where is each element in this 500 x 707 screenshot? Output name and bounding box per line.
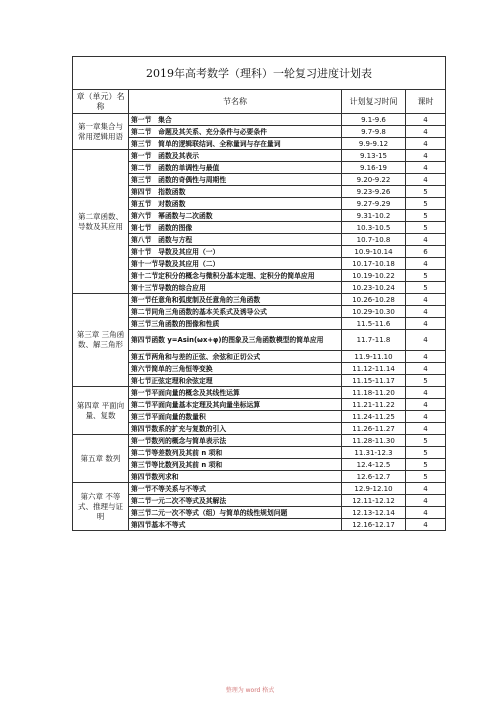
review-date: 11.28-11.30 bbox=[342, 435, 406, 447]
review-date: 10.7-10.8 bbox=[342, 234, 406, 246]
table-row bbox=[73, 399, 446, 411]
class-hours: 5 bbox=[406, 270, 446, 282]
section-name: 第四节基本不等式 bbox=[129, 519, 342, 531]
table-row bbox=[73, 162, 446, 174]
table-row bbox=[73, 363, 446, 375]
section-name: 第三节平面向量的数量积 bbox=[129, 411, 342, 423]
review-date: 9.7-9.8 bbox=[342, 126, 406, 138]
review-date: 9.1-9.6 bbox=[342, 114, 406, 126]
table-row bbox=[73, 222, 446, 234]
class-hours: 5 bbox=[406, 222, 446, 234]
table-row bbox=[73, 234, 446, 246]
review-date: 9.13-15 bbox=[342, 150, 406, 162]
table-row bbox=[73, 435, 446, 447]
table-row bbox=[73, 282, 446, 294]
class-hours: 4 bbox=[406, 294, 446, 306]
section-name: 第二节一元二次不等式及其解法 bbox=[129, 495, 342, 507]
header-hours: 课时 bbox=[406, 90, 446, 114]
review-date: 10.19-10.22 bbox=[342, 270, 406, 282]
class-hours: 4 bbox=[406, 114, 446, 126]
schedule-table bbox=[72, 56, 446, 531]
class-hours: 4 bbox=[406, 507, 446, 519]
review-date: 10.23-10.24 bbox=[342, 282, 406, 294]
review-date: 9.20-9.22 bbox=[342, 174, 406, 186]
review-date: 11.5-11.6 bbox=[342, 318, 406, 330]
class-hours: 4 bbox=[406, 411, 446, 423]
class-hours: 4 bbox=[406, 138, 446, 150]
review-date: 11.18-11.20 bbox=[342, 387, 406, 399]
review-date: 9.16-19 bbox=[342, 162, 406, 174]
table-row bbox=[73, 294, 446, 306]
section-name: 第三节 函数的奇偶性与周期性 bbox=[129, 174, 342, 186]
section-name: 第三节等比数列及其前 n 项和 bbox=[129, 459, 342, 471]
class-hours: 4 bbox=[406, 483, 446, 495]
table-row bbox=[73, 519, 446, 531]
review-date: 10.26-10.28 bbox=[342, 294, 406, 306]
review-date: 11.26-11.27 bbox=[342, 423, 406, 435]
section-name: 第六节简单的三角恒等变换 bbox=[129, 363, 342, 375]
review-date: 11.7-11.8 bbox=[342, 330, 406, 351]
header-chapter: 章（单元）名称 bbox=[73, 90, 129, 114]
review-date: 11.15-11.17 bbox=[342, 375, 406, 387]
class-hours: 4 bbox=[406, 330, 446, 351]
section-name: 第十三节导数的综合应用 bbox=[129, 282, 342, 294]
chapter-name: 第一章集合与常用逻辑用语 bbox=[73, 114, 129, 150]
table-title: 2019年高考数学（理科）一轮复习进度计划表 bbox=[73, 57, 446, 90]
class-hours: 4 bbox=[406, 306, 446, 318]
review-date: 11.31-12.3 bbox=[342, 447, 406, 459]
class-hours: 4 bbox=[406, 174, 446, 186]
table-row bbox=[73, 495, 446, 507]
section-name: 第一节平面向量的概念及其线性运算 bbox=[129, 387, 342, 399]
chapter-name: 第三章 三角函数、解三角形 bbox=[73, 294, 129, 387]
table-row bbox=[73, 330, 446, 351]
review-date: 10.3-10.5 bbox=[342, 222, 406, 234]
review-date: 12.13-12.14 bbox=[342, 507, 406, 519]
class-hours: 6 bbox=[406, 246, 446, 258]
footer-note: 整理为 word 格式 bbox=[225, 687, 275, 694]
table-row bbox=[73, 150, 446, 162]
class-hours: 5 bbox=[406, 447, 446, 459]
table-row bbox=[73, 411, 446, 423]
table-row bbox=[73, 459, 446, 471]
chapter-name: 第五章 数列 bbox=[73, 435, 129, 483]
table-row bbox=[73, 471, 446, 483]
section-name: 第三节三角函数的图像和性质 bbox=[129, 318, 342, 330]
table-row bbox=[73, 306, 446, 318]
review-date: 11.12-11.14 bbox=[342, 363, 406, 375]
class-hours: 4 bbox=[406, 318, 446, 330]
schedule-body bbox=[73, 114, 446, 531]
section-name: 第三节 简单的逻辑联结词、全称量词与存在量词 bbox=[129, 138, 342, 150]
table-row bbox=[73, 198, 446, 210]
section-name: 第三节二元一次不等式（组）与简单的线性规划问题 bbox=[129, 507, 342, 519]
section-name: 第十节 导数及其应用（一） bbox=[129, 246, 342, 258]
class-hours: 5 bbox=[406, 198, 446, 210]
section-name: 第二节 命题及其关系、充分条件与必要条件 bbox=[129, 126, 342, 138]
table-row bbox=[73, 387, 446, 399]
chapter-name: 第二章函数、导数及其应用 bbox=[73, 150, 129, 294]
section-name: 第五节两角和与差的正弦、余弦和正切公式 bbox=[129, 351, 342, 363]
class-hours: 5 bbox=[406, 282, 446, 294]
review-date: 10.9-10.14 bbox=[342, 246, 406, 258]
review-date: 9.27-9.29 bbox=[342, 198, 406, 210]
section-name: 第八节 函数与方程 bbox=[129, 234, 342, 246]
class-hours: 4 bbox=[406, 519, 446, 531]
review-date: 10.17-10.18 bbox=[342, 258, 406, 270]
chapter-name: 第六章 不等式、推理与证明 bbox=[73, 483, 129, 531]
section-name: 第二节等差数列及其前 n 项和 bbox=[129, 447, 342, 459]
class-hours: 5 bbox=[406, 459, 446, 471]
class-hours: 5 bbox=[406, 375, 446, 387]
table-row bbox=[73, 351, 446, 363]
table-row bbox=[73, 174, 446, 186]
class-hours: 4 bbox=[406, 234, 446, 246]
review-date: 11.21-11.22 bbox=[342, 399, 406, 411]
review-date: 12.9-12.10 bbox=[342, 483, 406, 495]
review-date: 12.11-12.12 bbox=[342, 495, 406, 507]
class-hours: 5 bbox=[406, 210, 446, 222]
section-name: 第十一节导数及其应用（二） bbox=[129, 258, 342, 270]
review-date: 12.16-12.17 bbox=[342, 519, 406, 531]
table-row bbox=[73, 270, 446, 282]
section-name: 第二节平面向量基本定理及其向量坐标运算 bbox=[129, 399, 342, 411]
table-row bbox=[73, 246, 446, 258]
table-row bbox=[73, 114, 446, 126]
section-name: 第六节 幂函数与二次函数 bbox=[129, 210, 342, 222]
table-row bbox=[73, 138, 446, 150]
review-date: 9.31-10.2 bbox=[342, 210, 406, 222]
class-hours: 4 bbox=[406, 258, 446, 270]
table-row bbox=[73, 423, 446, 435]
table-row bbox=[73, 507, 446, 519]
class-hours: 5 bbox=[406, 435, 446, 447]
table-row bbox=[73, 375, 446, 387]
section-name: 第二节同角三角函数的基本关系式及诱导公式 bbox=[129, 306, 342, 318]
section-name: 第一节数列的概念与简单表示法 bbox=[129, 435, 342, 447]
table-row bbox=[73, 126, 446, 138]
table-row bbox=[73, 447, 446, 459]
section-name: 第四节数列求和 bbox=[129, 471, 342, 483]
section-name: 第五节 对数函数 bbox=[129, 198, 342, 210]
review-date: 11.9-11.10 bbox=[342, 351, 406, 363]
section-name: 第四节 指数函数 bbox=[129, 186, 342, 198]
class-hours: 4 bbox=[406, 351, 446, 363]
table-row bbox=[73, 210, 446, 222]
review-date: 11.24-11.25 bbox=[342, 411, 406, 423]
section-name: 第七节正弦定理和余弦定理 bbox=[129, 375, 342, 387]
class-hours: 5 bbox=[406, 471, 446, 483]
class-hours: 4 bbox=[406, 495, 446, 507]
section-name: 第一节不等关系与不等式 bbox=[129, 483, 342, 495]
class-hours: 4 bbox=[406, 126, 446, 138]
table-row bbox=[73, 318, 446, 330]
review-date: 12.4-12.5 bbox=[342, 459, 406, 471]
section-name: 第四节数系的扩充与复数的引入 bbox=[129, 423, 342, 435]
section-name: 第一节 集合 bbox=[129, 114, 342, 126]
section-name: 第七节 函数的图像 bbox=[129, 222, 342, 234]
section-name: 第二节 函数的单调性与最值 bbox=[129, 162, 342, 174]
table-row bbox=[73, 186, 446, 198]
review-date: 9.9-9.12 bbox=[342, 138, 406, 150]
review-date: 9.23-9.26 bbox=[342, 186, 406, 198]
chapter-name: 第四章 平面向量、复数 bbox=[73, 387, 129, 435]
table-row bbox=[73, 258, 446, 270]
section-name: 第十二节定积分的概念与微积分基本定理、定积分的简单应用 bbox=[129, 270, 342, 282]
review-date: 12.6-12.7 bbox=[342, 471, 406, 483]
table-row bbox=[73, 483, 446, 495]
section-name: 第一节任意角和弧度制及任意角的三角函数 bbox=[129, 294, 342, 306]
class-hours: 4 bbox=[406, 423, 446, 435]
class-hours: 5 bbox=[406, 186, 446, 198]
header-date: 计划复习时间 bbox=[342, 90, 406, 114]
class-hours: 4 bbox=[406, 363, 446, 375]
class-hours: 4 bbox=[406, 150, 446, 162]
header-section: 节名称 bbox=[129, 90, 342, 114]
class-hours: 4 bbox=[406, 387, 446, 399]
class-hours: 4 bbox=[406, 162, 446, 174]
section-name: 第四节函数 y=Asin(ωx+φ)的图象及三角函数模型的简单应用 bbox=[129, 330, 342, 351]
class-hours: 4 bbox=[406, 399, 446, 411]
section-name: 第一节 函数及其表示 bbox=[129, 150, 342, 162]
review-date: 10.29-10.30 bbox=[342, 306, 406, 318]
